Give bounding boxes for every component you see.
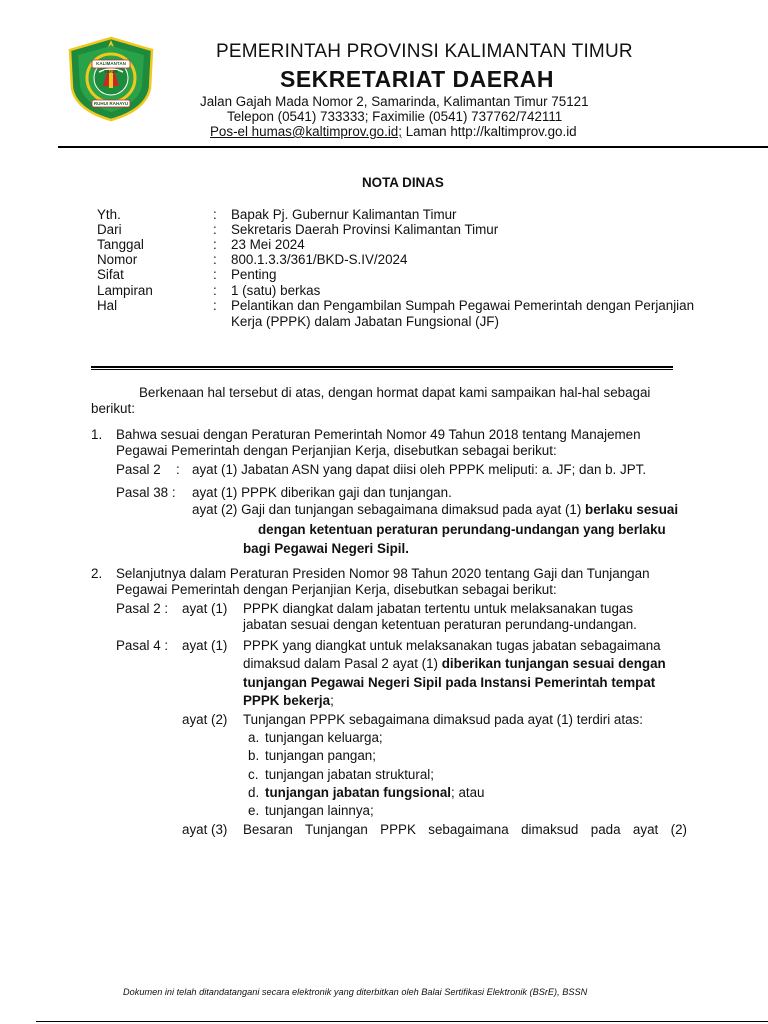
meta-label-lampiran: Lampiran	[97, 283, 153, 298]
meta-sep: :	[213, 283, 217, 298]
letterhead-divider	[58, 146, 768, 148]
meta-value-sifat: Penting	[231, 267, 277, 282]
item-2-pasal-4-label: Pasal 4 :	[116, 638, 169, 653]
list-item-text: tunjangan keluarga;	[265, 730, 383, 745]
meta-divider-bottom	[91, 369, 673, 370]
item-2-line-1: Selanjutnya dalam Peraturan Presiden Nomor 98 Tahun 2020 tentang Gaji dan Tunjangan	[116, 566, 650, 581]
item-1-pasal-38-ayat-1: ayat (1) PPPK diberikan gaji dan tunjangan.	[192, 485, 452, 500]
meta-label-sifat: Sifat	[97, 267, 124, 282]
item-1-line-2: Pegawai Pemerintah dengan Perjanjian Kerja, disebutkan sebagai berikut:	[116, 443, 557, 458]
list-item-text: tunjangan jabatan struktural;	[265, 767, 434, 782]
meta-sep: :	[213, 207, 217, 222]
logo-ribbon-text: KALIMANTAN TIMUR	[96, 61, 126, 74]
logo-motto-text: RUHUI RAHAYU	[93, 101, 129, 106]
item-1-number: 1.	[91, 427, 103, 442]
e-signature-footer: Dokumen ini telah ditandatangani secara elektronik yang diterbitkan oleh Balai Sertifikasi Elektronik (BSrE), BSSN	[123, 987, 588, 997]
item-2-pasal-4-text-4	[243, 693, 334, 709]
item-2-pasal-2-ayat: ayat (1)	[182, 601, 228, 616]
meta-sep: :	[213, 267, 217, 282]
item-2-pasal-2-text-1: PPPK diangkat dalam jabatan tertentu untuk melaksanakan tugas	[243, 601, 634, 616]
list-item-suffix: ; atau	[451, 785, 485, 800]
item-2-pasal-2-text-2: jabatan sesuai dengan ketentuan peraturan perundang-undangan.	[243, 617, 637, 632]
item-2-pasal-4-ayat-2: ayat (2)	[182, 712, 228, 727]
meta-value-dari: Sekretaris Daerah Provinsi Kalimantan Timur	[231, 222, 499, 237]
unit-name: SEKRETARIAT DAERAH	[280, 66, 554, 92]
list-item-bold-text: tunjangan jabatan fungsional	[265, 785, 451, 800]
pasal-4-text: dimaksud dalam Pasal 2 ayat (1)	[243, 656, 442, 671]
phone-line: Telepon (0541) 733333; Faximilie (0541) 737762/742111	[227, 109, 563, 124]
meta-label-hal: Hal	[97, 298, 118, 313]
ayat-2-text: ayat (2) Gaji dan tunjangan sebagaimana dimaksud pada ayat (1)	[192, 502, 586, 517]
list-item-letter: b.	[248, 748, 260, 763]
pasal-4-bold-end: PPPK bekerja	[243, 693, 331, 708]
meta-sep: :	[213, 222, 217, 237]
meta-value-tanggal: 23 Mei 2024	[231, 237, 305, 252]
address-line: Jalan Gajah Mada Nomor 2, Samarinda, Kalimantan Timur 75121	[200, 94, 589, 109]
item-2-pasal-4-ayat-3: ayat (3)	[182, 822, 228, 837]
list-item-text: tunjangan lainnya;	[265, 803, 374, 818]
list-item-letter: c.	[248, 767, 259, 782]
ayat-2-bold-text: berlaku sesuai	[585, 502, 679, 517]
item-2-pasal-4-text-1: PPPK yang diangkat untuk melaksanakan tugas jabatan sebagaimana	[243, 638, 661, 653]
meta-sep: :	[213, 237, 217, 252]
contact-line	[210, 124, 577, 140]
meta-value-lampiran: 1 (satu) berkas	[231, 283, 321, 298]
pasal-4-end: ;	[330, 693, 334, 708]
org-line: PEMERINTAH PROVINSI KALIMANTAN TIMUR	[216, 41, 633, 62]
item-1-pasal-2-sep: :	[176, 462, 180, 477]
item-1-pasal-38-ayat-2	[192, 502, 678, 518]
item-1-line-1: Bahwa sesuai dengan Peraturan Pemerintah Nomor 49 Tahun 2018 tentang Manajemen	[116, 427, 641, 442]
document-title: NOTA DINAS	[362, 175, 444, 190]
list-item-letter: e.	[248, 803, 260, 818]
intro-line-2: berikut:	[91, 401, 135, 416]
item-1-pasal-38-label: Pasal 38 :	[116, 485, 176, 500]
meta-value-yth: Bapak Pj. Gubernur Kalimantan Timur	[231, 207, 457, 222]
item-2-pasal-4-ayat-1: ayat (1)	[182, 638, 228, 653]
list-item-text: tunjangan pangan;	[265, 748, 376, 763]
item-1-pasal-2-label: Pasal 2	[116, 462, 161, 477]
item-2-pasal-2-label: Pasal 2 :	[116, 601, 169, 616]
provincial-emblem-logo	[66, 36, 156, 122]
meta-sep: :	[213, 298, 217, 313]
item-2-number: 2.	[91, 566, 103, 581]
meta-label-tanggal: Tanggal	[97, 237, 144, 252]
email-link[interactable]: Pos-el humas@kaltimprov.go.id;	[210, 124, 402, 139]
item-1-pasal-38-bold-2: dengan ketentuan peraturan perundang-undangan yang berlaku	[258, 522, 666, 537]
meta-value-hal: Pelantikan dan Pengambilan Sumpah Pegawai Pemerintah dengan Perjanjian	[231, 298, 695, 313]
pasal-4-bold-text: diberikan tunjangan sesuai dengan	[441, 656, 666, 671]
meta-value-nomor: 800.1.3.3/361/BKD-S.IV/2024	[231, 252, 408, 267]
item-2-line-2: Pegawai Pemerintah dengan Perjanjian Kerja, disebutkan sebagai berikut:	[116, 582, 557, 597]
meta-sep: :	[213, 252, 217, 267]
meta-label-dari: Dari	[97, 222, 122, 237]
meta-value-hal-cont: Kerja (PPPK) dalam Jabatan Fungsional (JF)	[231, 314, 499, 329]
item-2-pasal-4-ayat-2-text: Tunjangan PPPK sebagaimana dimaksud pada ayat (1) terdiri atas:	[243, 712, 643, 727]
footer-divider	[36, 1021, 768, 1022]
website-text: Laman http://kaltimprov.go.id	[401, 124, 577, 139]
ayat-3-text: Besaran Tunjangan PPPK sebagaimana dimaksud pada ayat (2)	[243, 822, 687, 837]
item-2-pasal-4-text-3: tunjangan Pegawai Negeri Sipil pada Instansi Pemerintah tempat	[243, 675, 656, 690]
intro-line-1: Berkenaan hal tersebut di atas, dengan hormat dapat kami sampaikan hal-hal sebagai	[139, 385, 651, 400]
item-2-pasal-4-text-2	[243, 656, 666, 672]
item-1-pasal-38-bold-3: bagi Pegawai Negeri Sipil.	[243, 541, 409, 556]
meta-label-nomor: Nomor	[97, 252, 138, 267]
list-item-text	[265, 785, 485, 801]
list-item-letter: d.	[248, 785, 260, 800]
meta-label-yth: Yth.	[97, 207, 121, 222]
item-1-pasal-2-text: ayat (1) Jabatan ASN yang dapat diisi oleh PPPK meliputi: a. JF; dan b. JPT.	[192, 462, 647, 477]
item-2-pasal-4-ayat-3-text	[243, 822, 687, 838]
list-item-letter: a.	[248, 730, 260, 745]
meta-divider-top	[91, 366, 673, 368]
